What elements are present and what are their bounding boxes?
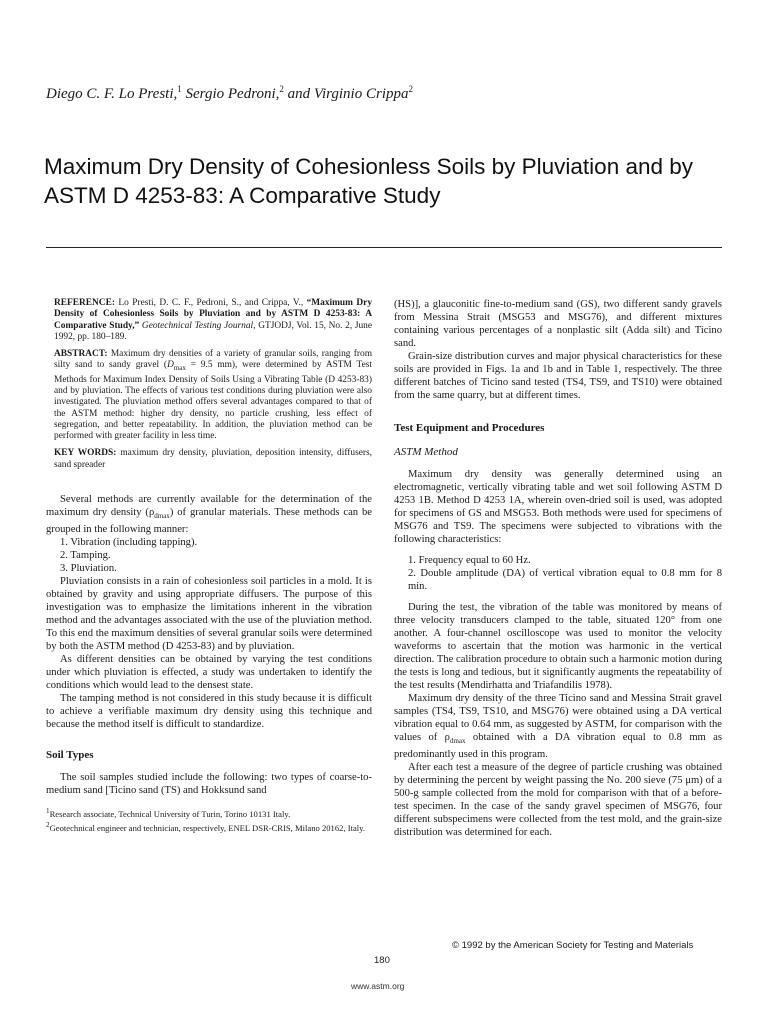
body-paragraph — [394, 692, 722, 761]
footnote-1-text: Research associate, Technical University of Turin, Torino 10131 Italy. — [49, 809, 291, 819]
body-paragraph: As different densities can be obtained by varying the test conditions under which pluviation is effected, a study was undertaken to identify the conditions which would lead to the densest state. — [46, 654, 372, 692]
body-paragraph: The soil samples studied include the following: two types of coarse-to-medium sand [Ticino sand (TS) and Hokksund sand — [46, 772, 372, 797]
body-paragraph: After each test a measure of the degree of particle crushing was obtained by determining the percent by weight passing the No. 200 sieve (75 μm) of a 500-g sample collected from the mold for comparison with that of a before-test specimen. In the case of the sandy gravel specimen of MSG76, four different subspecimens were collected from the test mold, and the grain-size distribution was determined for each. — [394, 762, 722, 839]
footnote-2 — [46, 820, 372, 833]
body-paragraph: The tamping method is not considered in this study because it is difficult to achieve a verifiable maximum dry density using this technique and because the method itself is difficult to standardize. — [46, 693, 372, 731]
list-item: 2. Tamping. — [60, 550, 111, 562]
author-1-affil: 1 — [177, 84, 182, 94]
reference-citation-title: “Maximum Dry Density of Cohesionless Soils by Pluviation and by ASTM D 4253-83: A Comparative Study,” — [54, 298, 373, 331]
body-paragraph — [46, 493, 372, 536]
keywords-text: maximum dry density, pluviation, deposition intensity, diffusers, sand spreader — [54, 448, 372, 470]
body-text: Maximum dry density of the three Ticino sand and Messina Strait gravel samples (TS4, TS9, TS10, and MSG76) were obtained using a DA vertical vibration equal to 0.64 mm, as suggested by ASTM, for comparison with the values of — [394, 693, 722, 743]
reference-citation-end: GTJODJ, Vol. 15, No. 2, June 1992, pp. 180–189. — [54, 320, 373, 342]
rho-symbol: ρ — [444, 732, 450, 743]
body-paragraph: Pluviation consists in a rain of cohesionless soil particles in a mold. It is obtained by gravity and using appropriate diffusers. The purpose of this investigation was to emphasize the limitations inherent in the vibration method and the advantages associated with the use of the pluviation method. To this end the maximum densities of several granular soils were determined by both the ASTM method (D 4253-83) and by pluviation. — [46, 576, 372, 653]
rho-sub: dmax — [449, 737, 466, 746]
footnote-1-mark: 1 — [46, 807, 50, 816]
keywords-label: KEY WORDS: — [54, 448, 117, 459]
reference-journal: Geotechnical Testing Journal, — [141, 320, 256, 331]
footnote-2-text: Geotechnical engineer and technician, respectively, ENEL DSR-CRIS, Milano 20162, Italy. — [49, 822, 366, 833]
footnote-1 — [46, 806, 372, 819]
rho-sub: dmax — [154, 512, 170, 521]
rho-symbol: ρ — [148, 507, 155, 519]
keywords-block — [54, 448, 372, 471]
reference-citation-start: Lo Presti, D. C. F., Pedroni, S., and Crippa, V., — [118, 298, 304, 308]
copyright-notice: © 1992 by the American Society for Testing and Materials — [452, 940, 694, 951]
author-line — [46, 84, 726, 103]
section-heading-soil-types: Soil Types — [46, 749, 94, 762]
footer-url[interactable]: www.astm.org — [351, 981, 405, 991]
abstract-dmax-sub: max — [173, 364, 186, 373]
body-paragraph: Maximum dry density was generally determined using an electromagnetic, vertically vibrating table and wet soil following ASTM D 4253 1B. Method D 4253 1A, wherein oven-dried soil is used, was adopted for specimens of GS and MSG53. Both methods were used for specimens of MSG76 and TS9. The specimens were subjected to vibrations with the following characteristics: — [394, 469, 722, 545]
body-paragraph: Grain-size distribution curves and major physical characteristics for these soils are provided in Figs. 1a and 1b and in Table 1, respectively. The three different batches of Ticino sand tested (TS4, TS9, and TS10) were obtained from the same quarry, but at different times. — [394, 351, 722, 401]
subsection-heading-astm-method: ASTM Method — [394, 446, 458, 458]
paper-title: Maximum Dry Density of Cohesionless Soils by Pluviation and by ASTM D 4253-83: A Comparative Study — [44, 154, 694, 208]
list-item: 3. Pluviation. — [60, 563, 117, 575]
author-3-affil: 2 — [408, 84, 413, 94]
body-text: Several methods are currently available for the determination of the maximum dry density ( — [46, 494, 372, 519]
footnote-2-mark: 2 — [46, 820, 50, 829]
list-item: 1. Vibration (including tapping). — [60, 537, 198, 549]
footnotes — [46, 806, 372, 833]
list-item: 1. Frequency equal to 60 Hz. — [408, 555, 531, 566]
author-2-affil: 2 — [279, 84, 284, 94]
author-3: and Virginio Crippa — [287, 86, 409, 102]
body-text: obtained with a DA vibration equal to 0.8 mm as predominantly used in this program. — [394, 732, 722, 761]
reference-block — [54, 298, 372, 343]
author-2: Sergio Pedroni, — [185, 86, 280, 102]
left-column — [46, 298, 372, 833]
section-heading-test-equipment: Test Equipment and Procedures — [394, 422, 545, 434]
title-divider — [46, 247, 722, 248]
abstract-text-2: = 9.5 mm), were determined by ASTM Test Methods for Maximum Index Density of Soils Using a Vibrating Table (D 4253-83) and by pluviation. The effects of various test conditions during pluviation were also investigated. The pluviation method offers several advantages compared to that of the ASTM method: higher dry density, no particle crushing, less effect of segregation, and better repeatability. In addition, the pluviation method can be performed with greater facility in less time. — [54, 360, 372, 442]
author-1: Diego C. F. Lo Presti, — [46, 86, 178, 102]
body-paragraph: During the test, the vibration of the table was monitored by means of three velocity transducers clamped to the table, situated 120° from one another. A four-channel oscilloscope was used to monitor the velocity waveforms to ascertain that the motion was harmonic in the vertical direction. The calibration procedure to obtain such a harmonic motion during the tests is long and tedious, but it significantly augments the repeatability of the test results (Mendirhatta and Triafandilis 1978). — [394, 602, 722, 691]
abstract-text-1: Maximum dry densities of a variety of granular soils, ranging from silty sand to sandy gravel ( — [54, 349, 373, 371]
vibration-characteristics-list — [394, 554, 722, 593]
reference-label: REFERENCE: — [54, 298, 115, 308]
abstract-block — [54, 349, 372, 442]
body-paragraph: (HS)], a glauconitic fine-to-medium sand (GS), two different sandy gravels from Messina Strait (MSG53 and MSG76), and different mixtures containing various percentages of a nonplastic silt (Adda silt) and Ticino sand. — [394, 299, 722, 349]
abstract-label: ABSTRACT: — [54, 349, 108, 360]
method-list — [46, 536, 372, 575]
list-item: 2. Double amplitude (DA) of vertical vibration equal to 0.8 mm for 8 min. — [408, 568, 722, 592]
abstract-dmax-symbol: D — [167, 360, 174, 371]
right-column — [394, 298, 722, 839]
body-text: ) of granular materials. These methods can be grouped in the following manner: — [46, 507, 373, 536]
page-number: 180 — [374, 955, 390, 966]
